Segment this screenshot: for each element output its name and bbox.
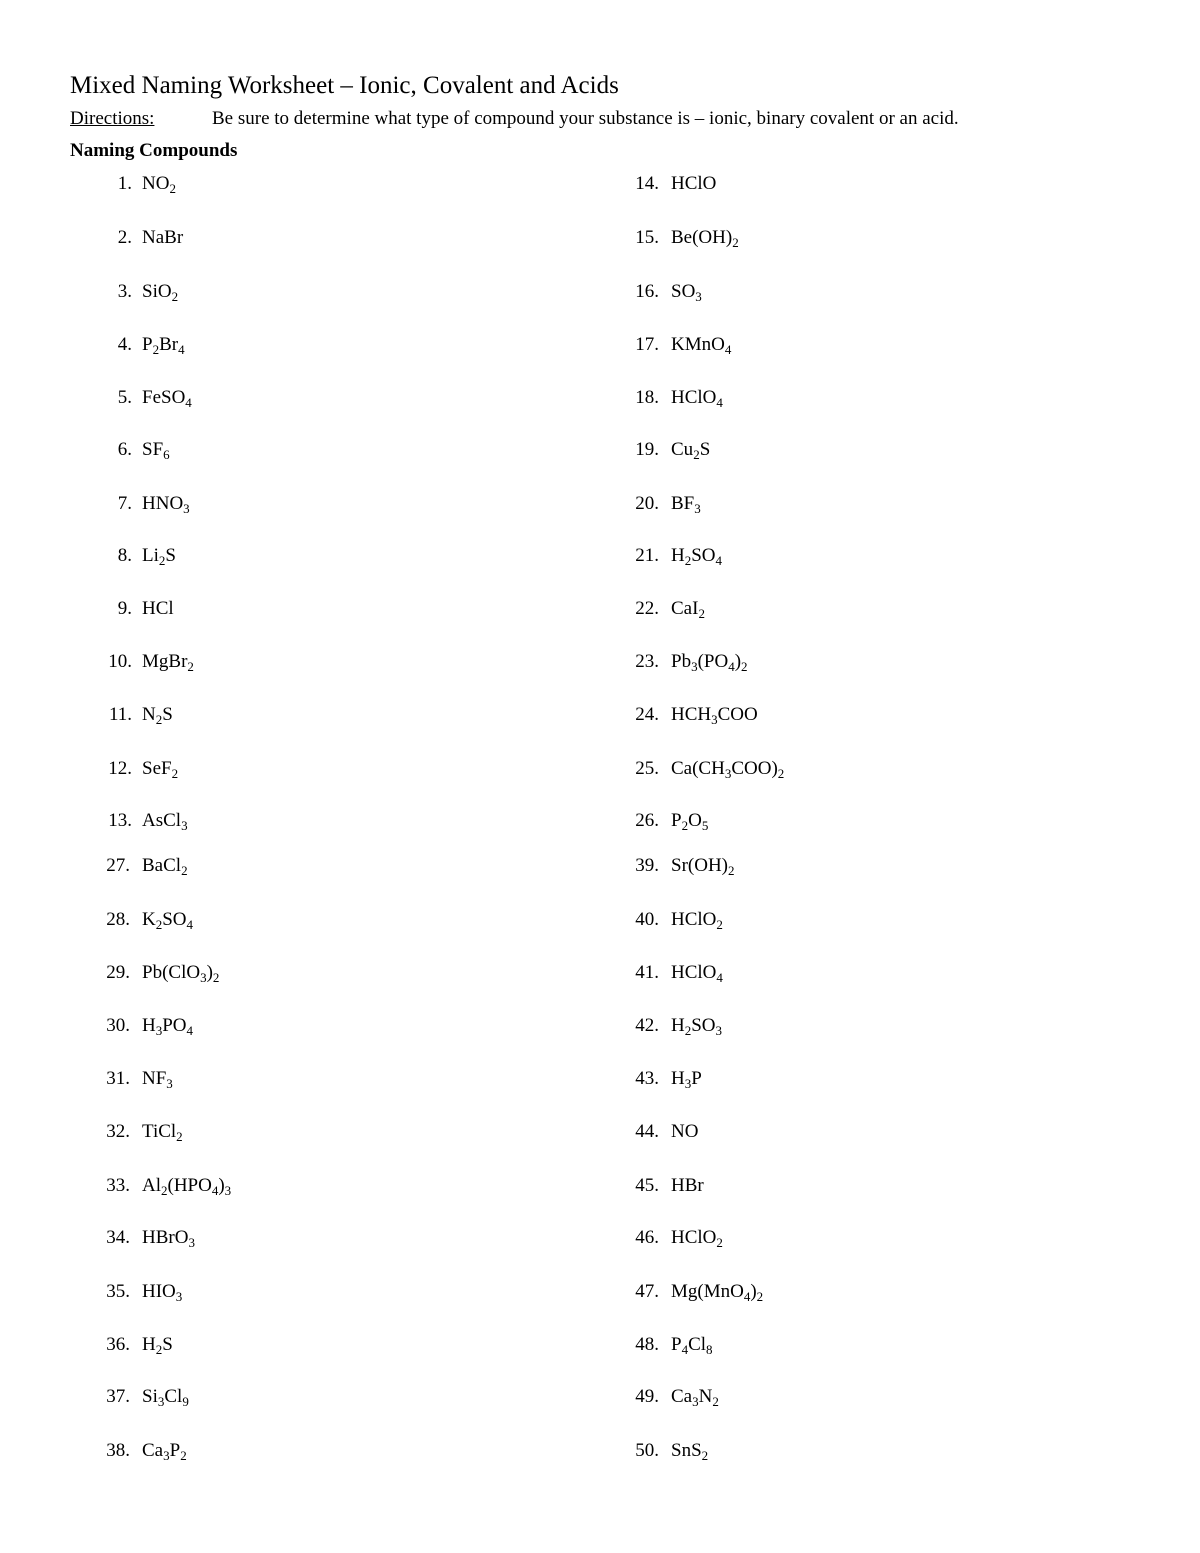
item-number: 16. xyxy=(635,281,659,302)
compound-formula: $HIO_3$ xyxy=(142,1281,183,1304)
compound-formula: HClO$_2$ xyxy=(671,1227,723,1250)
item-number: 18. xyxy=(635,387,659,408)
compound-formula: $Pb(ClO_3)_2$ xyxy=(142,962,220,985)
compound-formula: HCl xyxy=(142,598,174,619)
item-number: 29. xyxy=(106,962,130,983)
compound-formula: SeF$_2$ xyxy=(142,758,179,781)
item-number: 12. xyxy=(108,758,132,779)
directions xyxy=(70,108,959,130)
item-number: 20. xyxy=(635,493,659,514)
compound-formula: $Si_3Cl_9$ xyxy=(142,1386,189,1409)
item-number: 27. xyxy=(106,855,130,876)
compound-formula: $SO_3$ xyxy=(671,281,702,304)
item-number: 7. xyxy=(117,493,132,514)
item-number: 32. xyxy=(106,1121,130,1142)
compound-formula: KMnO$_4$ xyxy=(671,334,732,357)
compound-formula: HClO$_4$ xyxy=(671,962,723,985)
compound-formula: HClO$_2$ xyxy=(671,909,723,932)
item-number: 39. xyxy=(635,855,659,876)
item-number: 19. xyxy=(635,439,659,460)
item-number: 35. xyxy=(106,1281,130,1302)
item-number: 17. xyxy=(635,334,659,355)
compound-formula: SnS$_2$ xyxy=(671,1440,709,1463)
item-number: 48. xyxy=(635,1334,659,1355)
compound-formula: $H_3P$ xyxy=(671,1068,702,1091)
item-number: 30. xyxy=(106,1015,130,1036)
compound-formula: $K_2SO_4$ xyxy=(142,909,194,932)
item-number: 47. xyxy=(635,1281,659,1302)
compound-formula: $Li_2S$ xyxy=(142,545,176,568)
item-number: 22. xyxy=(635,598,659,619)
compound-formula: $Mg(MnO_4)_2$ xyxy=(671,1281,764,1304)
compound-formula: BaCl$_2$ xyxy=(142,855,188,878)
compound-formula: $H_2S$ xyxy=(142,1334,173,1357)
compound-formula: AsCl$_3$ xyxy=(142,810,188,833)
item-number: 14. xyxy=(635,173,659,194)
item-number: 45. xyxy=(635,1175,659,1196)
item-number: 46. xyxy=(635,1227,659,1248)
compound-formula: $Ca_3N_2$ xyxy=(671,1386,719,1409)
section-heading: Naming Compounds xyxy=(70,140,238,161)
compound-formula: $Sr(OH)_2$ xyxy=(671,855,735,878)
compound-formula: MgBr$_2$ xyxy=(142,651,194,674)
compound-formula: $HCH_3COO$ xyxy=(671,704,758,727)
directions-text: Be sure to determine what type of compound your substance is – ionic, binary covalent or an acid. xyxy=(212,108,959,129)
compound-formula: HBrO$_3$ xyxy=(142,1227,195,1250)
item-number: 3. xyxy=(117,281,132,302)
item-number: 11. xyxy=(108,704,132,725)
item-number: 6. xyxy=(117,439,132,460)
compound-formula: $Cu_2S$ xyxy=(671,439,711,462)
compound-formula: $Ca(CH_3COO)_2$ xyxy=(671,758,785,781)
item-number: 44. xyxy=(635,1121,659,1142)
compound-formula: $P_2Br_4$ xyxy=(142,334,185,357)
item-number: 37. xyxy=(106,1386,130,1407)
item-number: 2. xyxy=(117,227,132,248)
item-number: 1. xyxy=(117,173,132,194)
item-number: 21. xyxy=(635,545,659,566)
compound-formula: $Be(OH)_2$ xyxy=(671,227,739,250)
item-number: 26. xyxy=(635,810,659,831)
compound-formula: CaI$_2$ xyxy=(671,598,705,621)
compound-formula: $H_2SO_3$ xyxy=(671,1015,723,1038)
item-number: 50. xyxy=(635,1440,659,1461)
compound-formula: $P_2O_5$ xyxy=(671,810,709,833)
compound-formula: HClO xyxy=(671,173,717,194)
compound-formula: HBr xyxy=(671,1175,704,1196)
item-number: 4. xyxy=(117,334,132,355)
compound-formula: $Ca_3P_2$ xyxy=(142,1440,187,1463)
item-number: 10. xyxy=(108,651,132,672)
item-number: 41. xyxy=(635,962,659,983)
item-number: 34. xyxy=(106,1227,130,1248)
compound-formula: $Al_2(HPO_4)_3$ xyxy=(142,1175,232,1198)
directions-label: Directions: xyxy=(70,108,155,129)
compound-formula: $NO_2$ xyxy=(142,173,176,196)
item-number: 49. xyxy=(635,1386,659,1407)
item-number: 31. xyxy=(106,1068,130,1089)
compound-formula: $H_2SO_4$ xyxy=(671,545,723,568)
compound-formula: $BF_3$ xyxy=(671,493,701,516)
item-number: 5. xyxy=(117,387,132,408)
item-number: 23. xyxy=(635,651,659,672)
compound-formula: $Pb_3(PO_4)_2$ xyxy=(671,651,748,674)
item-number: 28. xyxy=(106,909,130,930)
item-number: 38. xyxy=(106,1440,130,1461)
compound-formula: $SF_6$ xyxy=(142,439,170,462)
compound-formula: SiO$_2$ xyxy=(142,281,179,304)
item-number: 43. xyxy=(635,1068,659,1089)
compound-formula: TiCl$_2$ xyxy=(142,1121,183,1144)
compound-formula: $HNO_3$ xyxy=(142,493,190,516)
item-number: 40. xyxy=(635,909,659,930)
item-number: 42. xyxy=(635,1015,659,1036)
item-number: 9. xyxy=(117,598,132,619)
compound-formula: NO xyxy=(671,1121,699,1142)
item-number: 8. xyxy=(117,545,132,566)
page-title: Mixed Naming Worksheet – Ionic, Covalent and Acids xyxy=(70,72,619,99)
compound-formula: $P_4Cl_8$ xyxy=(671,1334,713,1357)
item-number: 24. xyxy=(635,704,659,725)
item-number: 33. xyxy=(106,1175,130,1196)
compound-formula: $H_3PO_4$ xyxy=(142,1015,194,1038)
compound-formula: FeSO$_4$ xyxy=(142,387,192,410)
compound-formula: NaBr xyxy=(142,227,184,248)
item-number: 13. xyxy=(108,810,132,831)
compound-formula: $NF_3$ xyxy=(142,1068,173,1091)
item-number: 25. xyxy=(635,758,659,779)
compound-formula: HClO$_4$ xyxy=(671,387,723,410)
item-number: 36. xyxy=(106,1334,130,1355)
compound-formula: $N_2S$ xyxy=(142,704,173,727)
item-number: 15. xyxy=(635,227,659,248)
